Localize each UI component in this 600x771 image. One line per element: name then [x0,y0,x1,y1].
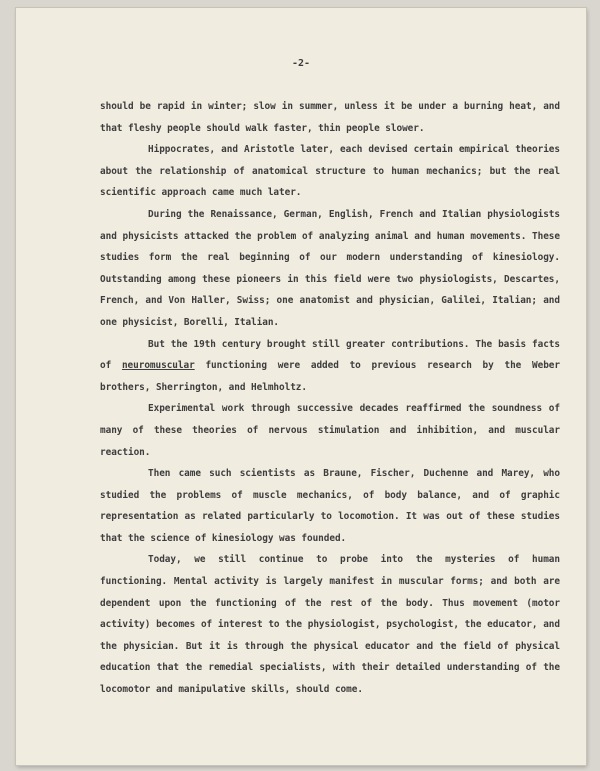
paragraph-hippocrates-aristotle: Hippocrates, and Aristotle later, each devised certain empirical theories about the relationship of anatomical structure to human mechanics; but the real scientific approach came much later. [100,144,560,199]
underlined-neuromuscular: neuromuscular [121,360,195,372]
paragraph-scientists-locomotion: Then came such scientists as Braune, Fischer, Duchenne and Marey, who studied the problems of muscle mechanics, of body balance, and of graphic representation as related particularly to locomotion. It was out of these studies that the science of kinesiology was founded. [100,468,560,544]
paragraph-renaissance: During the Renaissance, German, English, French and Italian physiologists and physicists attacked the problem of analyzing animal and human movements. These studies form the real beginning of our modern understanding of kinesiology. Outstanding among these pioneers in this field were two physiologists, Descartes, French, and Von Haller, Swiss; one anatomist and physician, Galilei, Italian; and one physicist, Borelli, Italian. [100,208,560,328]
paragraph-19th-century-after: functioning were added to previous research by the Weber brothers, Sherrington, and Helmholtz. [100,360,560,393]
body-text [100,96,560,701]
paragraph-winter-walking: should be rapid in winter; slow in summer, unless it be under a burning heat, and that fleshy people should walk faster, thin people slower. [100,101,560,134]
document-page [16,8,586,765]
page-number: -2- [291,58,311,69]
paragraph-19th-century [100,334,560,399]
paragraph-experimental-work: Experimental work through successive decades reaffirmed the soundness of many of these theories of nervous stimulation and inhibition, and muscular reaction. [100,403,560,458]
paragraph-today: Today, we still continue to probe into the mysteries of human functioning. Mental activity is largely manifest in muscular forms; and both are dependent upon the functioning of the rest of the body. Thus movement (motor activity) becomes of interest to the physiologist, psychologist, the educator, and the physician. But it is through the physical educator and the field of physical education that the remedial specialists, with their detailed understanding of the locomotor and manipulative skills, should come. [100,554,560,696]
paragraph-19th-century-before: But the 19th century brought still greater contributions. The basis facts of [100,338,560,372]
